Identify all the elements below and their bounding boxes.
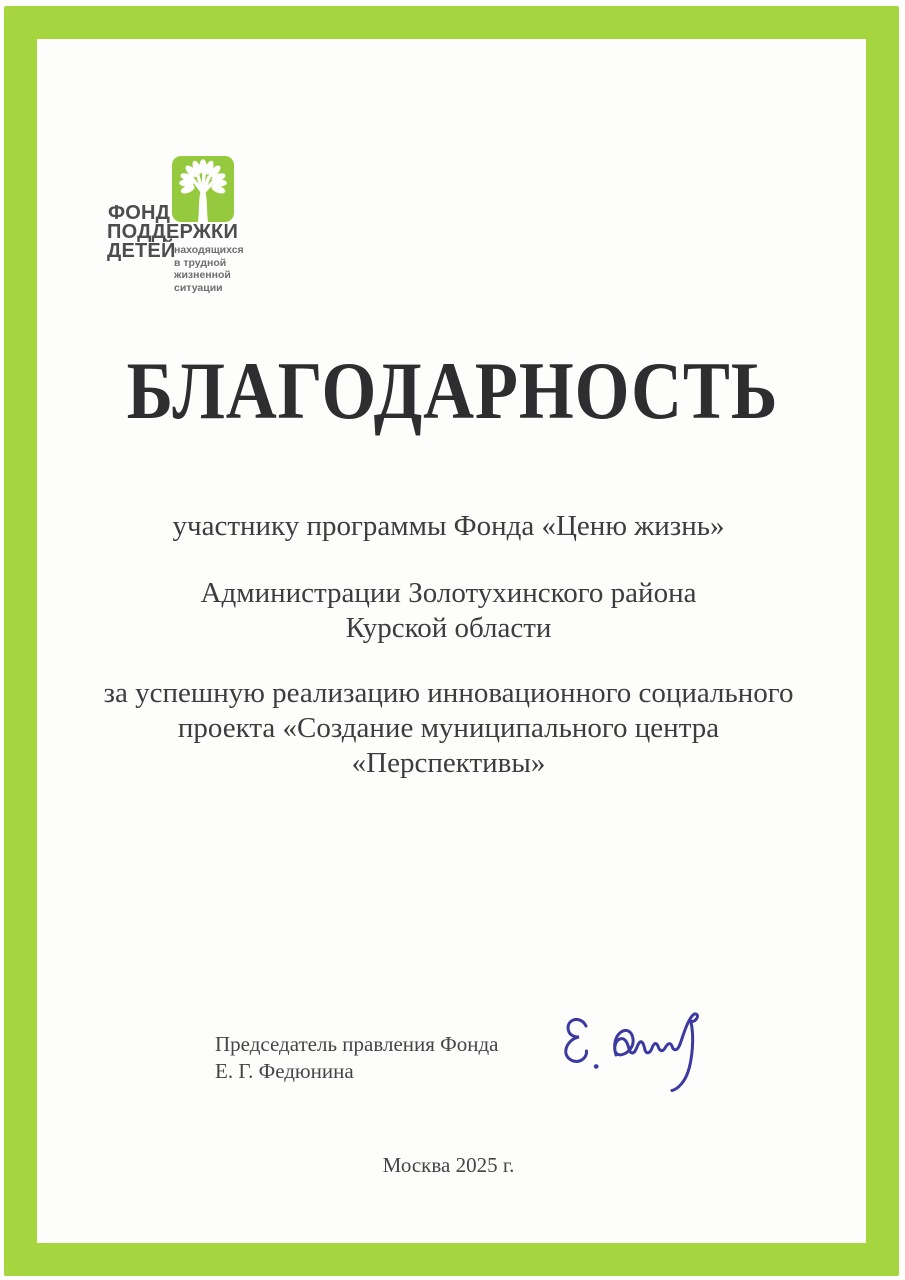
reason-text (0, 676, 897, 781)
signatory-block (215, 1031, 499, 1085)
signature-handwriting (546, 998, 718, 1098)
logo-tagline (174, 244, 244, 294)
logo-tagline-line: в трудной (174, 256, 227, 269)
logo-tagline-line: находящихся (174, 244, 244, 256)
logo-tagline-line: ситуации (174, 281, 223, 294)
recipient-name-line1: Администрации Золотухинского района (200, 577, 697, 609)
reason-line3: «Перспективы» (351, 747, 546, 779)
tree-hand-icon (172, 156, 234, 222)
logo-text-detey: ДЕТЕЙ (107, 240, 176, 262)
footer-city-year: Москва 2025 г. (382, 1153, 515, 1177)
reason-line1: за успешную реализацию инновационного социального (103, 677, 794, 709)
logo-text-podderzhki: ПОДДЕРЖКИ (107, 221, 239, 243)
logo-tagline-line: жизненной (174, 269, 231, 281)
recipient-name-line2: Курской области (345, 612, 552, 644)
signatory-title: Председатель правления Фонда (215, 1032, 499, 1056)
certificate-title: БЛАГОДАРНОСТЬ (126, 345, 779, 436)
logo-text-fond: ФОНД (108, 202, 171, 224)
recipient-program-line: участнику программы Фонда «Ценю жизнь» (172, 510, 725, 542)
reason-line2: проекта «Создание муниципального центра (177, 712, 720, 744)
recipient-name (0, 576, 897, 646)
signatory-name: Е. Г. Федюнина (215, 1059, 354, 1083)
